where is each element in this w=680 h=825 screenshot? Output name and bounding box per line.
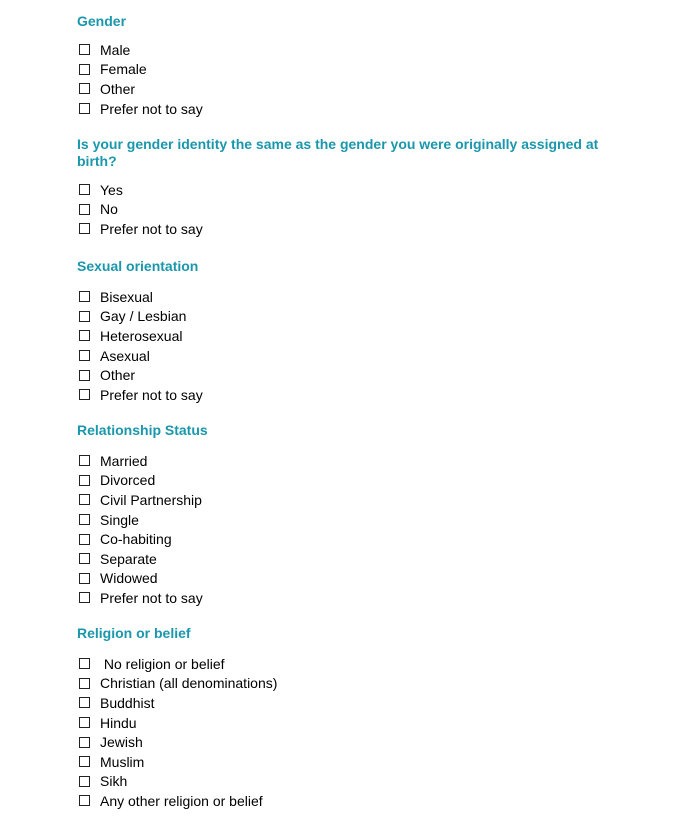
option-item[interactable] (77, 60, 147, 80)
option-item[interactable] (77, 713, 137, 733)
section-heading: Gender (77, 13, 127, 29)
option-item[interactable] (77, 549, 157, 569)
option-item[interactable] (77, 346, 150, 366)
option-label: Co-habiting (100, 531, 172, 548)
checkbox-icon[interactable] (79, 717, 90, 728)
option-item[interactable] (77, 772, 127, 792)
checkbox-icon[interactable] (79, 756, 90, 767)
checkbox-icon[interactable] (79, 678, 90, 689)
checkbox-icon[interactable] (79, 455, 90, 466)
checkbox-icon[interactable] (79, 795, 90, 806)
checkbox-icon[interactable] (79, 291, 90, 302)
option-label: Male (100, 41, 131, 58)
section-heading: Religion or belief (77, 625, 191, 641)
option-label: Asexual (100, 347, 150, 364)
option-label: Hindu (100, 714, 137, 731)
checkbox-icon[interactable] (79, 776, 90, 787)
option-item[interactable] (77, 451, 147, 471)
option-item[interactable] (77, 200, 118, 220)
checkbox-icon[interactable] (79, 475, 90, 486)
checkbox-icon[interactable] (79, 697, 90, 708)
option-label: Christian (all denominations) (100, 675, 278, 692)
option-item[interactable] (77, 385, 203, 405)
option-label: Single (100, 511, 139, 528)
option-label: Divorced (100, 472, 156, 489)
checkbox-icon[interactable] (79, 370, 90, 381)
option-label: No religion or belief (100, 655, 225, 672)
section-heading: Sexual orientation (77, 258, 199, 274)
option-item[interactable] (77, 40, 130, 60)
option-item[interactable] (77, 307, 186, 327)
option-item[interactable] (77, 693, 154, 713)
option-label: Prefer not to say (100, 100, 203, 117)
option-label: Widowed (100, 570, 158, 587)
option-item[interactable] (77, 791, 263, 811)
option-item[interactable] (77, 326, 183, 346)
checkbox-icon[interactable] (79, 494, 90, 505)
option-label: Jewish (100, 734, 143, 751)
option-label: No (100, 201, 118, 218)
checkbox-icon[interactable] (79, 514, 90, 525)
option-label: Married (100, 452, 148, 469)
option-item[interactable] (77, 529, 172, 549)
option-label: Gay / Lesbian (100, 308, 187, 325)
section-gender (77, 13, 637, 117)
option-label: Female (100, 61, 147, 78)
option-label: Yes (100, 181, 123, 198)
checkbox-icon[interactable] (79, 204, 90, 215)
checkbox-icon[interactable] (79, 573, 90, 584)
checkbox-icon[interactable] (79, 223, 90, 234)
option-item[interactable] (77, 674, 277, 694)
option-label: Other (100, 80, 136, 97)
option-item[interactable] (77, 79, 135, 99)
option-item[interactable] (77, 510, 139, 530)
option-label: Heterosexual (100, 327, 183, 344)
option-item[interactable] (77, 180, 123, 200)
option-label: Civil Partnership (100, 491, 202, 508)
checkbox-icon[interactable] (79, 44, 90, 55)
checkbox-icon[interactable] (79, 330, 90, 341)
option-item[interactable] (77, 569, 158, 589)
option-item[interactable] (77, 471, 155, 491)
option-item[interactable] (77, 654, 225, 674)
section-heading: Relationship Status (77, 422, 208, 438)
option-label: Bisexual (100, 288, 153, 305)
checkbox-icon[interactable] (79, 592, 90, 603)
option-label: Prefer not to say (100, 220, 203, 237)
option-item[interactable] (77, 287, 153, 307)
checkbox-icon[interactable] (79, 534, 90, 545)
checkbox-icon[interactable] (79, 350, 90, 361)
checkbox-icon[interactable] (79, 64, 90, 75)
option-label: Prefer not to say (100, 386, 203, 403)
option-item[interactable] (77, 752, 144, 772)
checkbox-icon[interactable] (79, 184, 90, 195)
checkbox-icon[interactable] (79, 311, 90, 322)
section-heading: Is your gender identity the same as the gender you were originally assigned at birth? (77, 136, 599, 169)
option-item[interactable] (77, 365, 135, 385)
checkbox-icon[interactable] (79, 389, 90, 400)
option-item[interactable] (77, 219, 203, 239)
option-label: Buddhist (100, 694, 155, 711)
section-religion-or-belief (77, 625, 637, 809)
section-sexual-orientation (77, 258, 637, 403)
checkbox-icon[interactable] (79, 553, 90, 564)
checkbox-icon[interactable] (79, 103, 90, 114)
option-label: Other (100, 367, 136, 384)
option-item[interactable] (77, 490, 202, 510)
option-label: Sikh (100, 773, 128, 790)
section-relationship-status (77, 422, 637, 606)
option-label: Any other religion or belief (100, 792, 263, 809)
option-label: Muslim (100, 753, 145, 770)
section-gender-identity (77, 136, 637, 237)
checkbox-icon[interactable] (79, 83, 90, 94)
checkbox-icon[interactable] (79, 737, 90, 748)
checkbox-icon[interactable] (79, 658, 90, 669)
option-label: Prefer not to say (100, 589, 203, 606)
option-item[interactable] (77, 732, 143, 752)
option-item[interactable] (77, 588, 203, 608)
option-label: Separate (100, 550, 157, 567)
option-item[interactable] (77, 99, 203, 119)
